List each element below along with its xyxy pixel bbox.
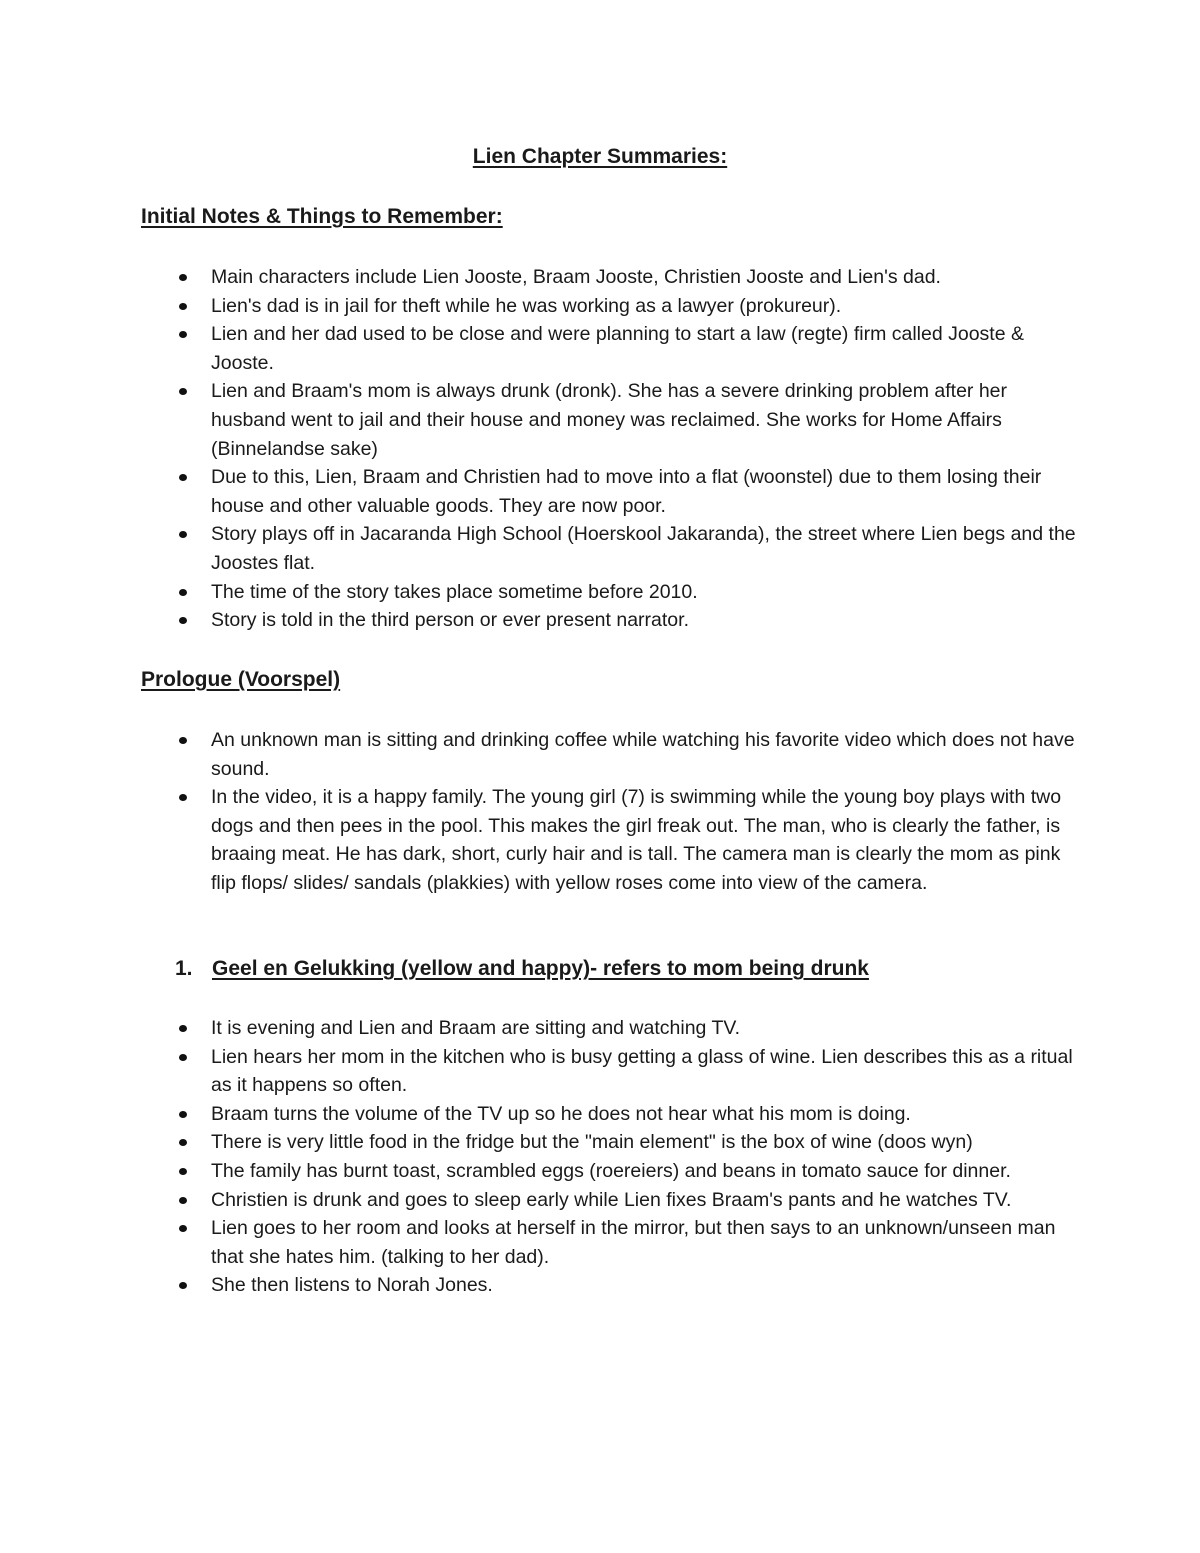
initial-notes-list <box>0 263 1200 635</box>
page-title: Lien Chapter Summaries: <box>472 145 728 168</box>
prologue-list <box>0 726 1200 898</box>
list-item: Story plays off in Jacaranda High School (Hoerskool Jakaranda), the street where Lien begs and the Joostes flat. <box>0 520 1200 577</box>
list-item: The family has burnt toast, scrambled eggs (roereiers) and beans in tomato sauce for dinner. <box>0 1157 1200 1186</box>
list-item: The time of the story takes place sometime before 2010. <box>0 578 1200 607</box>
list-item: It is evening and Lien and Braam are sitting and watching TV. <box>0 1014 1200 1043</box>
list-item: Lien's dad is in jail for theft while he was working as a lawyer (prokureur). <box>0 292 1200 321</box>
list-item: Story is told in the third person or ever present narrator. <box>0 606 1200 635</box>
bullet-icon <box>179 1168 187 1175</box>
bullet-icon <box>179 331 187 338</box>
bullet-icon <box>179 737 187 744</box>
bullet-icon <box>179 474 187 481</box>
list-item: Braam turns the volume of the TV up so he does not hear what his mom is doing. <box>0 1100 1200 1129</box>
list-item: Lien and Braam's mom is always drunk (dronk). She has a severe drinking problem after her husband went to jail and their house and money was reclaimed. She works for Home Affairs (Binnelandse sake) <box>0 377 1200 463</box>
bullet-icon <box>179 1225 187 1232</box>
chapter-title: Geel en Gelukking (yellow and happy)- refers to mom being drunk <box>212 957 869 980</box>
bullet-icon <box>179 531 187 538</box>
bullet-icon <box>179 1111 187 1118</box>
list-item: Due to this, Lien, Braam and Christien had to move into a flat (woonstel) due to them losing their house and other valuable goods. They are now poor. <box>0 463 1200 520</box>
list-item: In the video, it is a happy family. The young girl (7) is swimming while the young boy plays with two dogs and then pees in the pool. This makes the girl freak out. The man, who is clearly the father, is braaing meat. He has dark, short, curly hair and is tall. The camera man is clearly the mom as pink flip flops/ slides/ sandals (plakkies) with yellow roses come into view of the camera. <box>0 783 1200 897</box>
bullet-icon <box>179 589 187 596</box>
section-heading-initial-notes: Initial Notes & Things to Remember: <box>141 205 503 228</box>
list-item: Christien is drunk and goes to sleep early while Lien fixes Braam's pants and he watches TV. <box>0 1186 1200 1215</box>
bullet-icon <box>179 794 187 801</box>
chapter-1-list <box>0 1014 1200 1300</box>
bullet-icon <box>179 1139 187 1146</box>
list-item: She then listens to Norah Jones. <box>0 1271 1200 1300</box>
section-heading-prologue: Prologue (Voorspel) <box>141 668 341 691</box>
bullet-icon <box>179 1282 187 1289</box>
chapter-number: 1. <box>175 957 193 980</box>
bullet-icon <box>179 1197 187 1204</box>
bullet-icon <box>179 1054 187 1061</box>
bullet-icon <box>179 274 187 281</box>
list-item: Lien hears her mom in the kitchen who is busy getting a glass of wine. Lien describes this as a ritual as it happens so often. <box>0 1043 1200 1100</box>
list-item: There is very little food in the fridge but the "main element" is the box of wine (doos wyn) <box>0 1128 1200 1157</box>
bullet-icon <box>179 388 187 395</box>
list-item: Main characters include Lien Jooste, Braam Jooste, Christien Jooste and Lien's dad. <box>0 263 1200 292</box>
bullet-icon <box>179 617 187 624</box>
bullet-icon <box>179 1025 187 1032</box>
list-item: An unknown man is sitting and drinking coffee while watching his favorite video which does not have sound. <box>0 726 1200 783</box>
bullet-icon <box>179 303 187 310</box>
list-item: Lien and her dad used to be close and were planning to start a law (regte) firm called Jooste & Jooste. <box>0 320 1200 377</box>
list-item: Lien goes to her room and looks at herself in the mirror, but then says to an unknown/unseen man that she hates him. (talking to her dad). <box>0 1214 1200 1271</box>
